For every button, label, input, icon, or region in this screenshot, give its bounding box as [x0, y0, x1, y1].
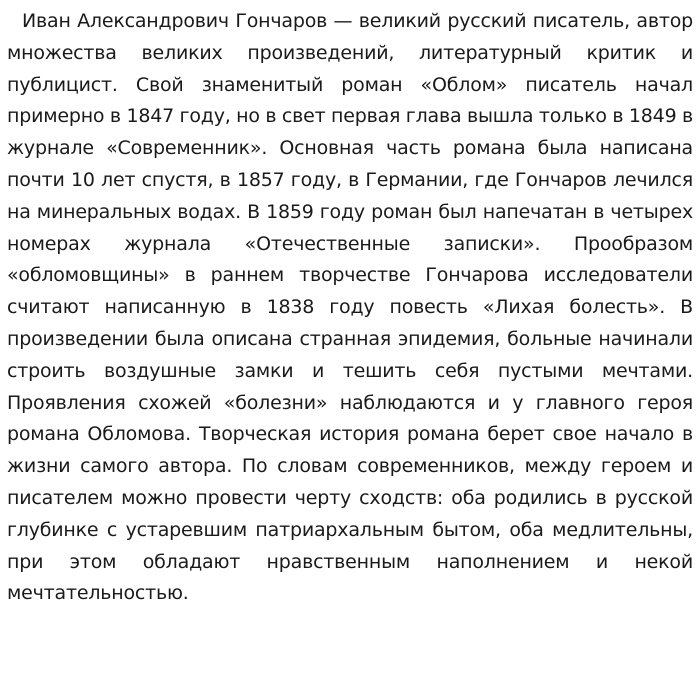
article-paragraph: Иван Александрович Гончаров — великий русский писатель, автор множества великих произведений, литературный критик и публицист. Свой знаменитый роман «Облом» писатель начал примерно в 1847 году, но в свет первая глава вышла только в 1849 в журнале «Современник». Основная часть романа была написана почти 10 лет спустя, в 1857 году, в Германии, где Гончаров лечился на минеральных водах. В 1859 году роман был напечатан в четырех номерах журнала «Отечественные записки». Прообразом «обломовщины» в раннем творчестве Гончарова исследователи считают написанную в 1838 году повесть «Лихая болесть». В произведении была описана странная эпидемия, больные начинали строить воздушные замки и тешить себя пустыми мечтами. Проявления схожей «болезни» наблюдаются и у главного героя романа Обломова. Творческая история романа берет свое начало в жизни самого автора. По словам современников, между героем и писателем можно провести черту сходств: оба родились в русской глубинке с устаревшим патриархальным бытом, оба медлительны, при этом обладают нравственным наполнением и некой мечтательностью.: [7, 10, 693, 605]
